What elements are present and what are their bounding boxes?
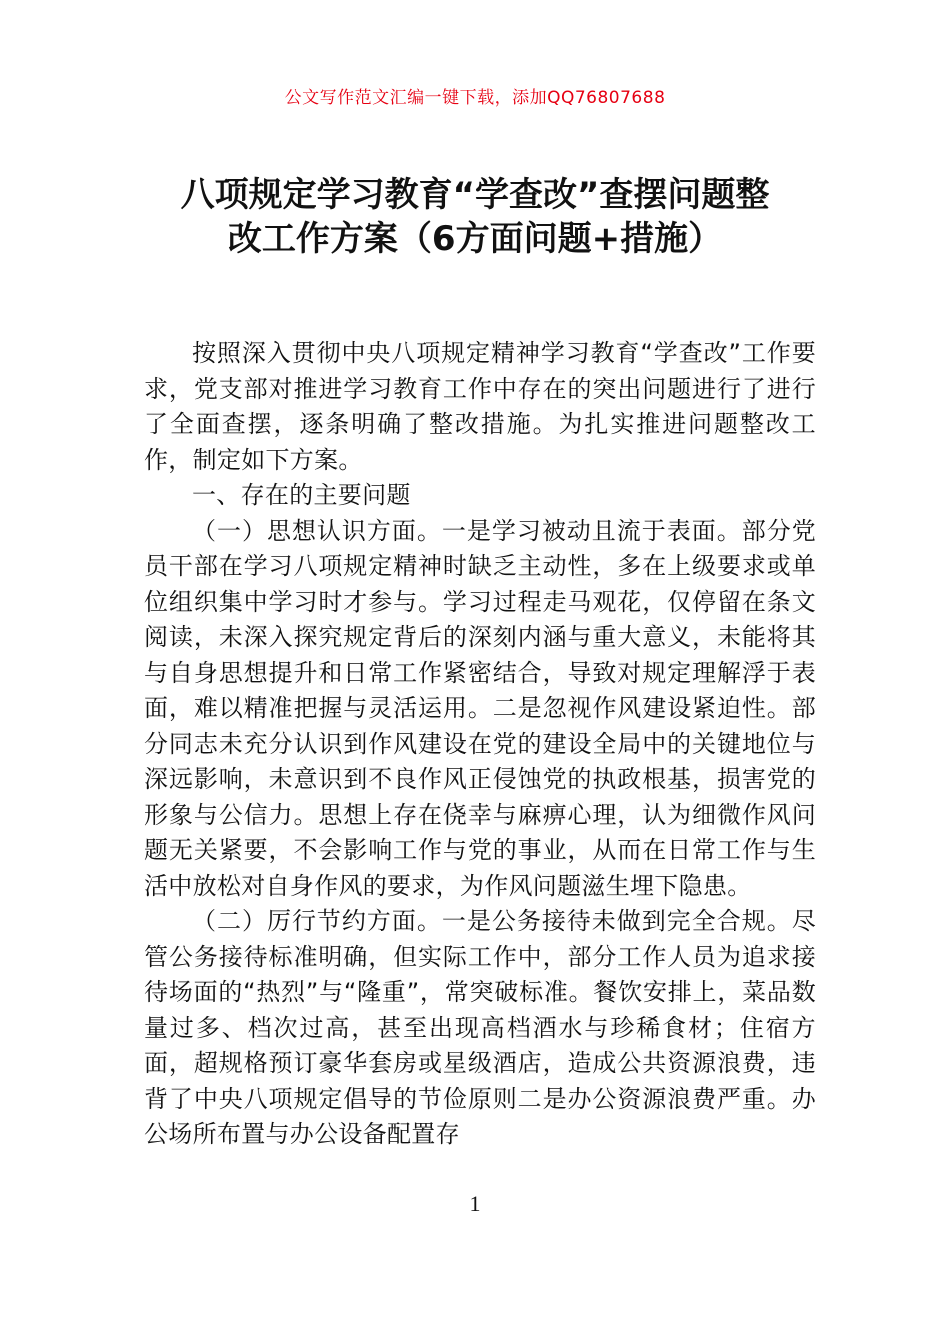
section-heading-main-problems: 一、存在的主要问题 [192,481,411,509]
document-title-line-2: 改工作方案（6方面问题+措施） [227,219,723,259]
document-body [144,336,816,1153]
paragraph-frugality: （二）厉行节约方面。一是公务接待未做到完全合规。尽管公务接待标准明确，但实际工作中，部分工作人员为追求接待场面的“热烈”与“隆重”，常突破标准。餐饮安排上，菜品数量过多、档次过高，甚至出现高档酒水与珍稀食材；住宿方面，超规格预订豪华套房或星级酒店，造成公共资源浪费，违背了中央八项规定倡导的节俭原则二是办公资源浪费严重。办公场所布置与办公设备配置存 [144,907,816,1148]
page-number: 1 [469,1191,481,1216]
paragraph-ideological-awareness: （一）思想认识方面。一是学习被动且流于表面。部分党员干部在学习八项规定精神时缺乏主动性，多在上级要求或单位组织集中学习时才参与。学习过程走马观花，仅停留在条文阅读，未深入探究规定背后的深刻内涵与重大意义，未能将其与自身思想提升和日常工作紧密结合，导致对规定理解浮于表面，难以精准把握与灵活运用。二是忽视作风建设紧迫性。部分同志未充分认识到作风建设在党的建设全局中的关键地位与深远影响，未意识到不良作风正侵蚀党的执政根基，损害党的形象与公信力。思想上存在侥幸与麻痹心理，认为细微作风问题无关紧要，不会影响工作与党的事业，从而在日常工作与生活中放松对自身作风的要求，为作风问题滋生埋下隐患。 [144,516,816,900]
header-download-note[interactable]: 公文写作范文汇编一键下载，添加QQ76807688 [284,88,666,108]
document-title-line-1: 八项规定学习教育“学查改”查摆问题整 [180,175,770,215]
intro-paragraph: 按照深入贯彻中央八项规定精神学习教育“学查改”工作要求，党支部对推进学习教育工作中存在的突出问题进行了进行了全面查摆，逐条明确了整改措施。为扎实推进问题整改工作，制定如下方案。 [144,339,816,474]
